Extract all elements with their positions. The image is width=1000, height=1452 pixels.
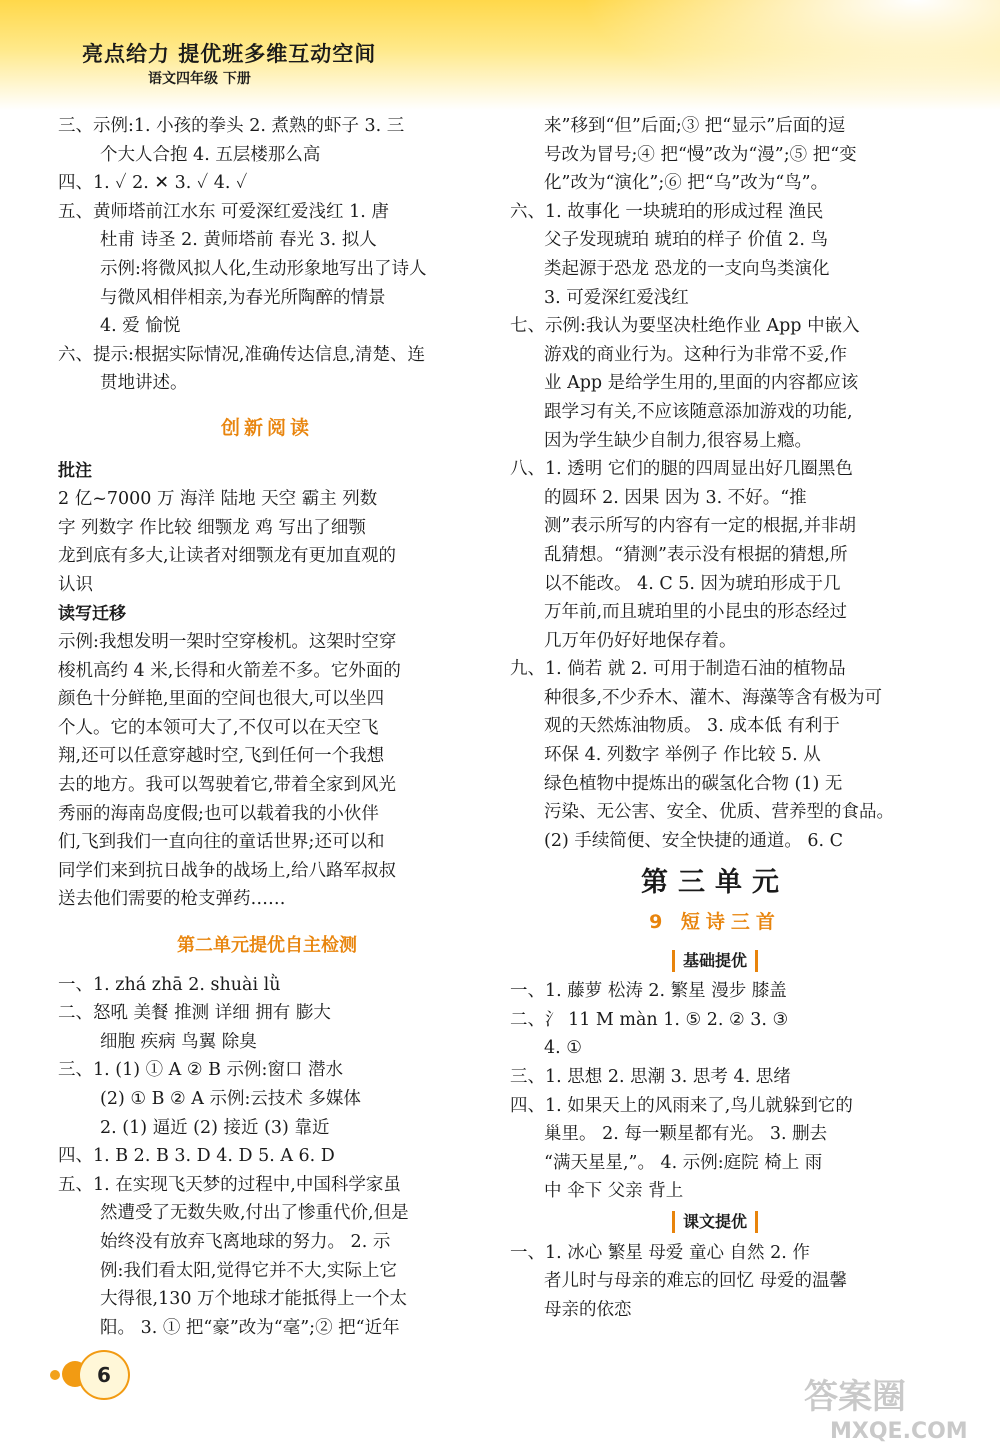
page-number-badge: [50, 1350, 170, 1400]
right-column: [510, 112, 920, 1324]
answer-line: (2) ① B ② A 示例:云技术 多媒体: [100, 1089, 361, 1109]
answer-line: 中 伞下 父亲 背上: [544, 1181, 684, 1202]
answer-line: 二、氵 11 M màn 1. ⑤ 2. ② 3. ③: [510, 1009, 789, 1030]
answer-line: 乱猜想。“猜测”表示没有根据的猜想,所: [544, 544, 848, 565]
answer-line: 送去他们需要的枪支弹药……: [58, 889, 286, 910]
answer-line: 示例:将微风拟人化,生动形象地写出了诗人: [100, 258, 427, 279]
answer-line: 因为学生缺少自制力,很容易上瘾。: [544, 430, 813, 451]
answer-line: (2) 手续简便、安全快捷的通道。 6. C: [544, 830, 844, 851]
answer-line: 杜甫 诗圣 2. 黄师塔前 春光 3. 拟人: [100, 230, 377, 251]
answer-line: 五、1. 在实现飞天梦的过程中,中国科学家虽: [58, 1174, 401, 1195]
answer-line: 秀丽的海南岛度假;也可以载着我的小伙伴: [58, 803, 379, 824]
answer-line: 2. (1) 逼近 (2) 接近 (3) 靠近: [100, 1117, 330, 1138]
book-subtitle: 语文四年级 下册: [148, 71, 251, 87]
svg-text:答案圈: 答案圈: [804, 1377, 906, 1417]
answer-line: 来”移到“但”后面;③ 把“显示”后面的逗: [544, 116, 846, 136]
answer-line: 号改为冒号;④ 把“慢”改为“漫”;⑤ 把“变: [544, 144, 857, 165]
answer-line: 四、1. ✓ 2. ✕ 3. ✓ 4. ✓: [58, 173, 248, 194]
answer-line: 与微风相伴相亲,为春光所陶醉的情景: [100, 287, 386, 308]
subheading-pizhu: 批注: [58, 460, 92, 481]
answer-line: 绿色植物中提炼出的碳氢化合物 (1) 无: [544, 773, 843, 794]
answer-line: 跟学习有关,不应该随意添加游戏的功能,: [544, 401, 853, 422]
tag-text: 课文提优: [672, 1211, 758, 1233]
answer-line: 七、示例:我认为要坚决杜绝作业 App 中嵌入: [510, 316, 860, 337]
answer-line: 的圆环 2. 因果 因为 3. 不好。“推: [544, 487, 807, 508]
lesson-title: 9 短诗三首: [649, 911, 781, 934]
answer-line: 一、1. 冰心 繁星 母爱 童心 自然 2. 作: [510, 1242, 810, 1263]
answer-line: 六、1. 故事化 一块琥珀的形成过程 渔民: [510, 201, 824, 222]
answer-line: 认识: [58, 574, 93, 595]
section-title-innovative-reading: 创新阅读: [220, 416, 313, 439]
answer-line: 以不能改。 4. C 5. 因为琥珀形成于几: [544, 573, 841, 594]
answer-line: 游戏的商业行为。这种行为非常不妥,作: [544, 344, 848, 365]
answer-line: 四、1. B 2. B 3. D 4. D 5. A 6. D: [58, 1146, 335, 1167]
answer-line: 翔,还可以任意穿越时空,飞到任何一个我想: [58, 746, 385, 767]
answer-line: 测”表示所写的内容有一定的根据,并非胡: [544, 516, 857, 537]
answer-line: 一、1. 藤萝 松涛 2. 繁星 漫步 膝盖: [510, 981, 787, 1002]
left-column: [58, 112, 476, 1342]
answer-line: 去的地方。我可以驾驶着它,带着全家到风光: [58, 775, 397, 796]
answer-line: 2 亿~7000 万 海洋 陆地 天空 霸主 列数: [58, 489, 378, 510]
answer-line: 几万年仍好好地保存着。: [544, 630, 737, 651]
unit-title: 第三单元: [641, 867, 789, 899]
answer-line: 者儿时与母亲的难忘的回忆 母爱的温馨: [544, 1271, 848, 1292]
answer-line: 示例:我想发明一架时空穿梭机。这架时空穿: [58, 632, 397, 653]
answer-line: 阳。 3. ① 把“豪”改为“毫”;② 把“近年: [100, 1317, 400, 1338]
answer-line: 三、1. 思想 2. 思潮 3. 思考 4. 思绪: [510, 1067, 791, 1087]
answer-line: 环保 4. 列数字 举例子 作比较 5. 从: [544, 745, 821, 766]
answer-line: 三、1. (1) ① A ② B 示例:窗口 潜水: [58, 1060, 344, 1081]
answer-line: 4. ①: [544, 1038, 582, 1059]
answer-line: 然遭受了无数失败,付出了惨重代价,但是: [100, 1203, 409, 1224]
answer-line: 万年前,而且琥珀里的小昆虫的形态经过: [544, 602, 848, 623]
decor-dot-icon: [50, 1370, 60, 1380]
answer-line: 母亲的依恋: [544, 1299, 632, 1320]
answer-line: 个大人合抱 4. 五层楼那么高: [100, 144, 321, 165]
subheading-duxie: 读写迁移: [58, 603, 126, 624]
tag-basic: 基础提优: [672, 950, 758, 972]
answer-line: 贯地讲述。: [100, 373, 188, 394]
answer-line: 巢里。 2. 每一颗星都有光。 3. 删去: [544, 1124, 828, 1145]
answer-line: 们,飞到我们一直向往的童话世界;还可以和: [58, 832, 385, 853]
section-title-unit2-test: 第二单元提优自主检测: [177, 935, 357, 957]
answer-line: 业 App 是给学生用的,里面的内容都应该: [544, 373, 859, 394]
answer-line: “满天星星,”。 4. 示例:庭院 椅上 雨: [544, 1152, 823, 1173]
answer-line: 细胞 疾病 鸟翼 除臭: [100, 1031, 257, 1052]
answer-line: 四、1. 如果天上的风雨来了,鸟儿就躲到它的: [510, 1095, 853, 1116]
answer-line: 六、提示:根据实际情况,准确传达信息,清楚、连: [58, 344, 426, 365]
book-title: 亮点给力 提优班多维互动空间: [82, 42, 377, 66]
page-number: 6: [78, 1350, 130, 1400]
answer-line: 父子发现琥珀 琥珀的样子 价值 2. 鸟: [544, 230, 828, 251]
answer-line: 九、1. 倘若 就 2. 可用于制造石油的植物品: [510, 659, 846, 680]
answer-line: 梭机高约 4 米,长得和火箭差不多。它外面的: [58, 660, 401, 681]
answer-line: 观的天然炼油物质。 3. 成本低 有利于: [544, 716, 840, 737]
answer-line: 类起源于恐龙 恐龙的一支向鸟类演化: [544, 258, 830, 279]
answer-line: 始终没有放弃飞离地球的努力。 2. 示: [100, 1231, 391, 1252]
answer-line: 字 列数字 作比较 细颚龙 鸡 写出了细颚: [58, 517, 366, 538]
answer-line: 龙到底有多大,让读者对细颚龙有更加直观的: [58, 546, 397, 567]
answer-line: 三、示例:1. 小孩的拳头 2. 煮熟的虾子 3. 三: [58, 116, 405, 136]
answer-line: 一、1. zhá zhā 2. shuài lǜ: [58, 974, 281, 995]
answer-line: 例:我们看太阳,觉得它并不大,实际上它: [100, 1260, 398, 1281]
answer-line: 3. 可爱深红爱浅红: [544, 287, 689, 308]
answer-line: 种很多,不少乔木、灌木、海藻等含有极为可: [544, 687, 883, 708]
answer-line: 大得很,130 万个地球才能抵得上一个太: [100, 1289, 408, 1310]
answer-line: 二、怒吼 美餐 推测 详细 拥有 膨大: [58, 1003, 331, 1024]
svg-text:MXQE.COM: MXQE.COM: [830, 1419, 968, 1444]
answer-line: 污染、无公害、安全、优质、营养型的食品。: [544, 802, 894, 823]
answer-line: 同学们来到抗日战争的战场上,给八路军叔叔: [58, 860, 397, 881]
answer-line: 八、1. 透明 它们的腿的四周显出好几圈黑色: [510, 459, 853, 480]
watermark-logo: [800, 1368, 990, 1446]
answer-line: 个人。它的本领可大了,不仅可以在天空飞: [58, 717, 379, 738]
answer-line: 颜色十分鲜艳,里面的空间也很大,可以坐四: [58, 689, 385, 710]
answer-line: 化”改为“演化”;⑥ 把“乌”改为“鸟”。: [544, 173, 829, 194]
answer-line: 4. 爱 愉悦: [100, 316, 181, 337]
answer-line: 五、黄师塔前江水东 可爱深红爱浅红 1. 唐: [58, 201, 389, 222]
